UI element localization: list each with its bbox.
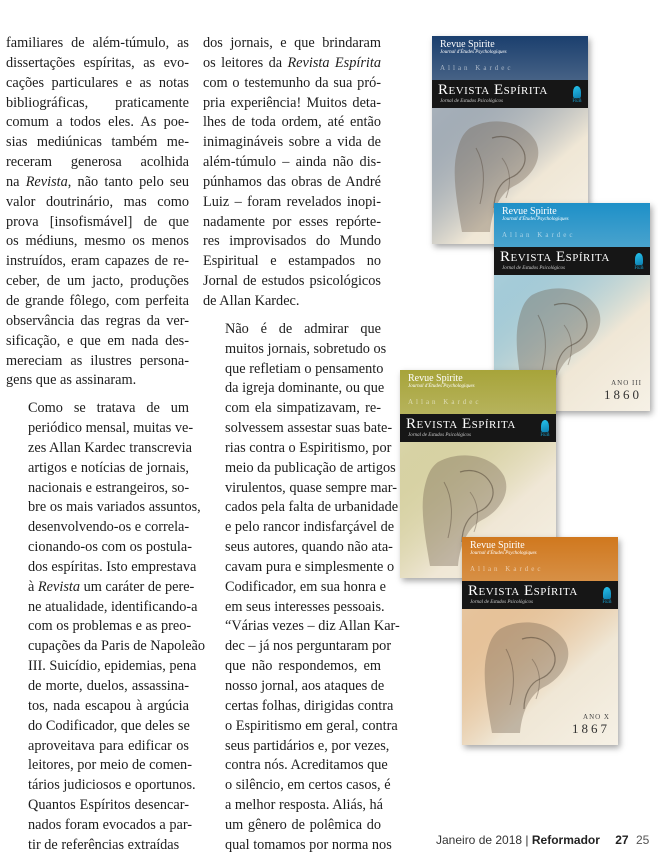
text-line: cados pela falta de urbanidade	[225, 499, 399, 516]
text-line: “Várias vezes – diz Allan Kar-	[225, 618, 400, 635]
cover-author: Allan Kardec	[408, 398, 482, 406]
cover-subtitle: Jornal de Estudos Psicológicos	[408, 433, 471, 438]
page-number: 27	[615, 833, 629, 847]
text-line: púnhamos das obras de André	[203, 173, 381, 190]
cover-title: Revista Espírita	[500, 249, 610, 265]
text-line: Jornal de estudos psicológicos	[203, 273, 381, 290]
text-line: gens que as assinaram.	[6, 372, 137, 389]
cover-author: Allan Kardec	[440, 64, 514, 72]
text-line: nados foram evocados a par-	[28, 816, 193, 833]
text-line: cações particulares e as notas	[6, 74, 189, 91]
text-line: o silêncio, em certos casos, é	[225, 777, 391, 794]
cover-volume: ANO X	[583, 713, 610, 721]
text-line: receram generosa acolhida	[6, 154, 189, 171]
text-line: com o testemunho da sua pró-	[203, 74, 381, 91]
text-line: com ela simpatizavam, re-	[225, 400, 381, 417]
paragraph-4	[203, 320, 400, 856]
text-line: do Codificador, que deles se	[28, 717, 190, 734]
text-line: Como se tratava de um	[28, 400, 189, 417]
cover-year: 1867	[572, 721, 610, 736]
text-line: da igreja dominante, ou que	[225, 380, 385, 397]
text-line: prova [insofismável] de que	[6, 213, 189, 230]
text-line: Codificador, em sua honra e	[225, 578, 387, 595]
text-line: tários judiciosos e oportunos.	[28, 777, 196, 794]
text-fragment: os leitores da	[203, 54, 288, 71]
text-line: dec – já nos perguntaram por	[225, 638, 392, 655]
text-line: cupações da Paris de Napoleão	[28, 638, 206, 655]
text-line: meio da publicação de artigos	[225, 459, 396, 476]
text-line: tir de referências extraídas	[28, 836, 180, 853]
text-line: pria experiência! Muitos deta-	[203, 94, 381, 111]
text-line: desenvolvendo-os e correla-	[28, 519, 190, 536]
cover-revue: Revue Spirite Journal d'Études Psychologiques	[502, 206, 569, 222]
feb-logo-icon: FEB	[634, 253, 644, 271]
text-fragment: na	[6, 173, 26, 190]
text-line: lhes de toda ordem, até então	[203, 114, 381, 131]
text-line: III. Suicídio, epidemias, pena	[28, 658, 197, 675]
text-line: dissertações espíritas, as evo-	[6, 54, 189, 71]
cover-revue: Revue Spirite Journal d'Études Psychologiques	[470, 540, 537, 556]
cover-title: Revista Espírita	[438, 82, 548, 98]
text-line: muitos jornais, sobretudo os	[225, 340, 387, 357]
text-line: os médiuns, mesmo os menos	[6, 233, 189, 250]
text-line: aproveitava para edificar os	[28, 737, 189, 754]
text-line: bibliográficas, praticamente	[6, 94, 189, 111]
text-line: cavam pura e simplesmente o	[225, 558, 395, 575]
issue-date: Janeiro de 2018	[436, 833, 523, 847]
text-line: bre os mais variados assuntos,	[28, 499, 201, 516]
text-line: e pelo rancor indisfarçável de	[225, 519, 395, 536]
text-line: dos jornais, e que brindaram	[203, 35, 381, 51]
text-line: qual tomamos por norma nos	[225, 836, 392, 853]
text-line: de Allan Kardec.	[203, 292, 300, 309]
italic-title: Revista Espírita	[287, 54, 381, 71]
text-line: inimagináveis sobre a vida de	[203, 134, 381, 151]
text-line: nacionais e estrangeiros, so-	[28, 479, 190, 496]
text-line: Quantos Espíritos desencar-	[28, 797, 189, 814]
italic-title: Revista	[37, 578, 81, 595]
cover-author: Allan Kardec	[502, 231, 576, 239]
text-line: Espiritual e estampados no	[203, 253, 381, 270]
text-line: solvessem assestar suas bate-	[225, 420, 393, 437]
paragraph-3	[203, 34, 381, 312]
text-line: de morte, duelos, assassina-	[28, 678, 189, 694]
text-line: tos, nada escapou à argúcia	[28, 697, 189, 714]
text-line: mereciam as ilustres persona-	[6, 352, 189, 369]
text-line: observância das regras da ver-	[6, 312, 189, 329]
text-line: virulentos, quase sempre mar-	[225, 479, 398, 496]
text-line: de grande fôlego, com perfeita	[6, 292, 189, 309]
text-line: familiares de além-túmulo, as	[6, 35, 189, 51]
cover-revue: Revue Spirite Journal d'Études Psychologiques	[440, 39, 507, 55]
text-line: Não é de admirar que	[225, 320, 381, 337]
text-line: que refletiam o pensamento	[225, 360, 384, 377]
text-fragment: , não tanto pelo seu	[67, 173, 189, 190]
text-line: valor doutrinário, mas como	[6, 193, 189, 210]
feb-logo-icon: FEB	[602, 587, 612, 605]
publication-name: Reformador	[531, 833, 600, 847]
text-line: seus partidários e, por vezes,	[225, 737, 390, 754]
cover-author: Allan Kardec	[470, 565, 544, 573]
text-line: ceber, de um jacto, produções	[6, 273, 189, 290]
text-line: cionando-os com os postula-	[28, 539, 192, 556]
text-line	[6, 173, 189, 193]
text-line	[203, 54, 381, 74]
text-line: além-túmulo – ainda não dis-	[203, 154, 381, 171]
footer-separator: |	[525, 833, 529, 847]
cover-subtitle: Jornal de Estudos Psicológicos	[502, 266, 565, 271]
paragraph-1	[6, 34, 189, 391]
text-line: com os problemas e as preo-	[28, 618, 192, 635]
text-line: dos espíritas. Isto emprestava	[28, 558, 197, 575]
text-line: sificação, e que em nada des-	[6, 332, 189, 349]
text-line: em seus interesses pessoais.	[225, 598, 385, 615]
paragraph-2	[6, 399, 206, 855]
page-footer	[436, 833, 649, 847]
italic-title: Revista	[25, 173, 68, 190]
cover-title: Revista Espírita	[468, 583, 578, 599]
text-line: periódico mensal, muitas ve-	[28, 420, 194, 437]
cover-revue: Revue Spirite Journal d'Études Psychologiques	[408, 373, 475, 389]
text-line: o Espiritismo em geral, contra	[225, 717, 398, 734]
text-line: ne atualidade, identificando-a	[28, 598, 198, 615]
text-line	[6, 578, 195, 598]
feb-logo-icon: FEB	[540, 420, 550, 438]
text-line: artigos e notícias de jornais,	[28, 459, 189, 476]
text-line: zes Allan Kardec transcrevia	[28, 439, 192, 456]
text-line: instruídos, eram capazes de re-	[6, 253, 189, 270]
text-line: leitores, por meio de comen-	[28, 757, 192, 774]
text-line: certas folhas, dirigidas contra	[225, 697, 394, 714]
article-column-1	[6, 34, 206, 856]
cover-title: Revista Espírita	[406, 416, 516, 432]
text-line: seus autores, quando não ata-	[225, 539, 393, 556]
text-fragment: um caráter de pere-	[80, 578, 195, 595]
text-line: um gênero de polêmica do	[225, 816, 381, 833]
text-line: sias mediúnicas também me-	[6, 134, 189, 151]
text-line: nosso jornal, aos ataques de	[225, 678, 385, 694]
text-line: a melhor resposta. Aliás, há	[225, 797, 384, 814]
text-line: que não respondemos, em	[225, 658, 381, 675]
cover-subtitle: Jornal de Estudos Psicológicos	[470, 600, 533, 605]
text-line: contra nós. Acreditamos que	[225, 757, 388, 774]
cover-year: 1860	[604, 387, 642, 402]
text-line: res improvisados do Mundo	[203, 233, 381, 250]
cover-subtitle: Jornal de Estudos Psicológicos	[440, 99, 503, 104]
feb-logo-icon: FEB	[572, 86, 582, 104]
magazine-cover	[462, 537, 618, 745]
text-line: comum a todos eles. As poe-	[6, 114, 189, 131]
text-fragment: à	[28, 578, 38, 595]
text-line: Luiz – foram revelados inopi-	[203, 193, 381, 210]
text-line: nadamente por esses repórte-	[203, 213, 381, 230]
article-column-2	[203, 34, 400, 856]
cover-volume: ANO III	[611, 379, 642, 387]
page-number-alt: 25	[635, 833, 650, 847]
text-line: rias contra o Espiritismo, por	[225, 439, 392, 456]
